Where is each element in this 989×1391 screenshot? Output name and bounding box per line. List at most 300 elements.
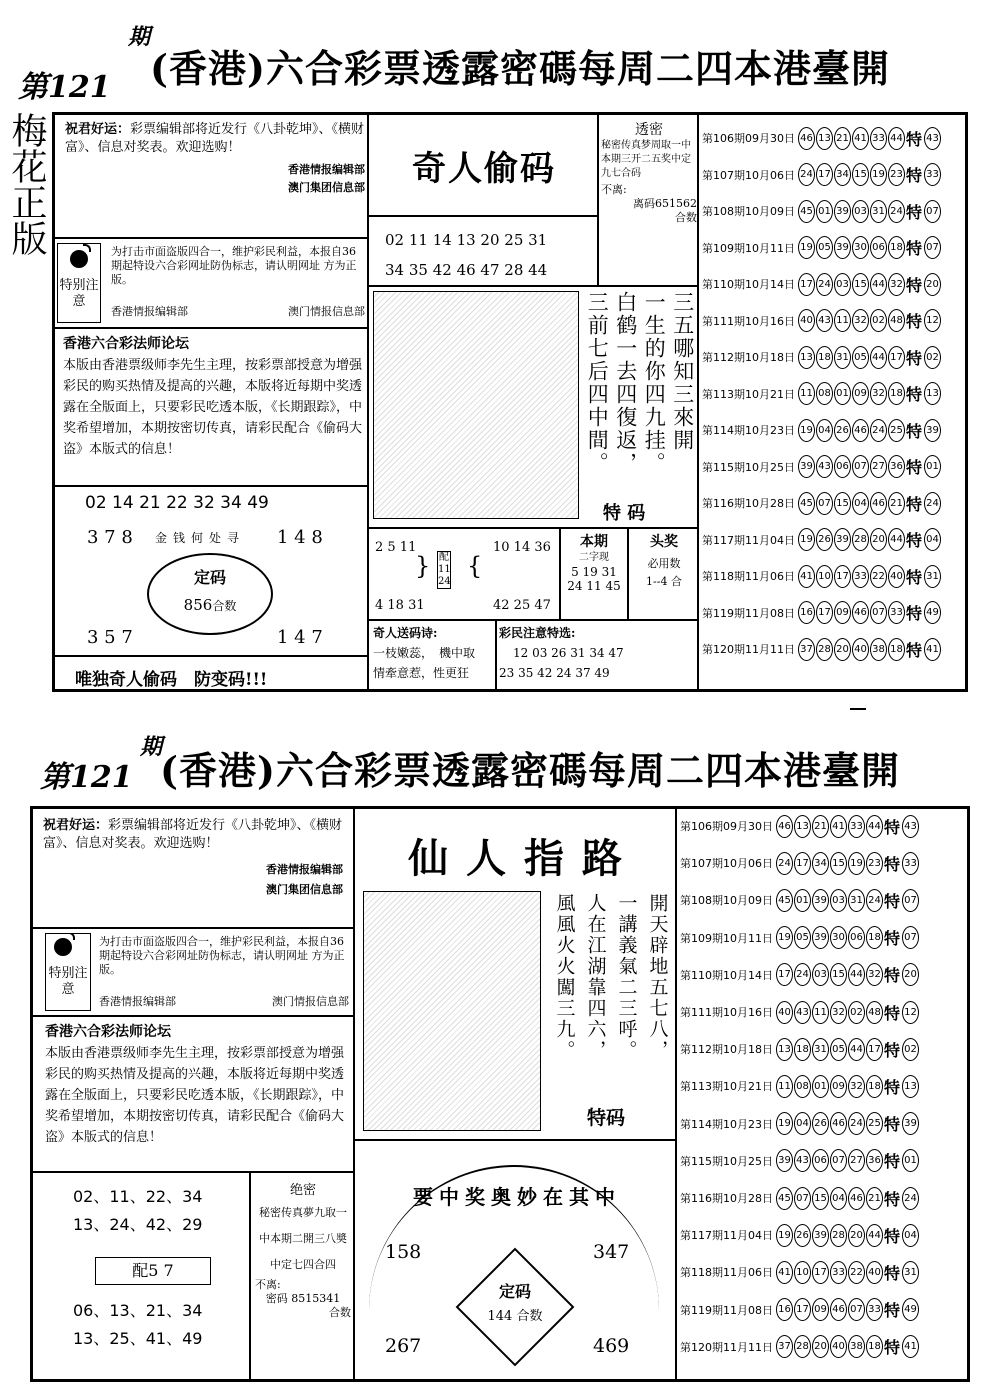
number-ball: 41 bbox=[776, 1261, 793, 1284]
history-period: 第108期10月09日 bbox=[680, 894, 773, 908]
history-period: 第118期11月06日 bbox=[680, 1266, 773, 1280]
number-ball: 04 bbox=[830, 1187, 847, 1210]
number-ball: 20 bbox=[812, 1335, 829, 1358]
number-ball: 44 bbox=[866, 815, 883, 838]
special-label: 特 bbox=[884, 1040, 901, 1060]
number-ball: 48 bbox=[866, 1001, 883, 1024]
number-ball: 24 bbox=[798, 163, 815, 186]
special-ball: 43 bbox=[902, 815, 919, 838]
number-ball: 16 bbox=[776, 1298, 793, 1321]
special-label: 特 bbox=[884, 1263, 901, 1283]
tm-title: 透密 bbox=[635, 122, 663, 138]
number-ball: 40 bbox=[798, 309, 815, 332]
number-ball: 19 bbox=[776, 1112, 793, 1135]
number-ball: 18 bbox=[866, 1075, 883, 1098]
number-ball: 41 bbox=[830, 815, 847, 838]
poem: 三五哪知三來開 一生的你四九挂。 白鹤一去四復返， 三前七后四中間。 bbox=[585, 291, 695, 475]
toujiang: 头奖 必用数 1--4 合 bbox=[646, 534, 682, 588]
number-ball: 28 bbox=[852, 528, 869, 551]
sign-mo: 澳门集团信息部 bbox=[288, 181, 365, 194]
notice-signs: 香港情报编辑部 澳门情报信息部 bbox=[111, 305, 365, 318]
bomb-icon bbox=[70, 250, 88, 268]
special-ball: 49 bbox=[902, 1298, 919, 1321]
special-label: 特 bbox=[906, 458, 923, 477]
special-label: 特 bbox=[884, 1301, 901, 1321]
number-ball: 30 bbox=[830, 926, 847, 949]
number-ball: 20 bbox=[870, 528, 887, 551]
pairs: 2 5 11 4 18 31 } 配11 24 { 10 14 36 42 25 47 bbox=[375, 540, 551, 613]
number-ball: 11 bbox=[812, 1001, 829, 1024]
special-ball: 33 bbox=[902, 852, 919, 875]
history-period: 第111期10月16日 bbox=[702, 314, 795, 328]
number-ball: 04 bbox=[794, 1112, 811, 1135]
number-ball: 26 bbox=[816, 528, 833, 551]
history-period: 第106期09月30日 bbox=[702, 132, 795, 145]
history-period: 第119期11月08日 bbox=[680, 1303, 773, 1317]
special-ball: 20 bbox=[924, 273, 941, 296]
number-ball: 04 bbox=[852, 492, 869, 515]
tm-body: 秘密传真梦周取一中本期三开二五奖中定九七合码 bbox=[601, 140, 691, 179]
history-period: 第107期10月06日 bbox=[680, 857, 773, 871]
number-ball: 20 bbox=[848, 1224, 865, 1247]
mid-title: 奇人偷码 bbox=[412, 149, 556, 189]
history-period: 第116期10月28日 bbox=[702, 497, 795, 510]
special-label: 特 bbox=[906, 348, 923, 368]
number-ball: 45 bbox=[798, 492, 815, 515]
special-ball: 33 bbox=[924, 163, 941, 186]
headline-b: (香港)六合彩票透露密碼每周二四本港臺開 bbox=[160, 748, 900, 793]
number-ball: 13 bbox=[776, 1038, 793, 1061]
number-ball: 41 bbox=[798, 565, 815, 588]
dingma-suffix: 合数 bbox=[212, 599, 237, 613]
dingma-ellipse bbox=[147, 553, 273, 635]
headline: (香港)六合彩票透露密碼每周二四本港臺開 bbox=[150, 46, 890, 91]
dingma-num-b: 144 bbox=[487, 1309, 513, 1324]
special-label: 特 bbox=[906, 129, 923, 149]
number-ball: 24 bbox=[794, 963, 811, 986]
illustration-warrior bbox=[373, 291, 579, 519]
number-ball: 11 bbox=[776, 1075, 793, 1098]
number-ball: 17 bbox=[834, 565, 851, 588]
number-ball: 30 bbox=[852, 236, 869, 259]
number-ball: 44 bbox=[888, 127, 905, 150]
special-ball: 39 bbox=[902, 1112, 919, 1135]
special-ball: 07 bbox=[902, 889, 919, 912]
greeting-b: 祝君好运：彩票编辑部将近发行《八卦乾坤》、《横财富》、信息对奖表。欢迎选购！ 香港情报编辑部 澳门集团信息部 bbox=[43, 818, 343, 896]
history-row bbox=[679, 997, 969, 1027]
number-ball: 24 bbox=[816, 273, 833, 296]
special-label: 特 bbox=[884, 1338, 901, 1358]
greeting bbox=[65, 121, 365, 195]
history-row bbox=[679, 885, 969, 915]
number-ball: 45 bbox=[776, 1187, 793, 1210]
number-ball: 19 bbox=[798, 419, 815, 442]
number-ball: 09 bbox=[834, 601, 851, 624]
special-label: 特 bbox=[884, 1189, 901, 1209]
number-ball: 33 bbox=[888, 601, 905, 624]
special-ball: 24 bbox=[924, 492, 941, 515]
number-ball: 32 bbox=[852, 309, 869, 332]
number-ball: 24 bbox=[866, 889, 883, 912]
number-ball: 44 bbox=[870, 273, 887, 296]
special-ball: 01 bbox=[902, 1149, 919, 1172]
number-ball: 48 bbox=[888, 309, 905, 332]
notice-body-b: 为打击市面盗版四合一，维护彩民利益，本报自36期起特设六合彩网址防伪标志，请认明网址 方为正版。 bbox=[99, 935, 345, 976]
number-ball: 40 bbox=[830, 1335, 847, 1358]
special-label: 特 bbox=[906, 312, 923, 331]
special-ball: 12 bbox=[902, 1001, 919, 1024]
special-label: 特 bbox=[884, 1077, 901, 1097]
poem-b: 開天辟地五七八， 一講義氣二三呼。 人在江湖靠四六， 風風火火闖三九。 bbox=[553, 893, 669, 1061]
number-ball: 22 bbox=[848, 1261, 865, 1284]
number-ball: 15 bbox=[834, 492, 851, 515]
number-ball: 43 bbox=[816, 455, 833, 478]
forum bbox=[63, 333, 363, 460]
nums-line: 02 14 21 22 32 34 49 bbox=[85, 493, 269, 513]
num-top-right-b: 347 bbox=[593, 1241, 630, 1263]
number-ball: 33 bbox=[870, 127, 887, 150]
history-period: 第113期10月21日 bbox=[680, 1080, 773, 1094]
number-ball: 21 bbox=[812, 815, 829, 838]
number-ball: 26 bbox=[812, 1112, 829, 1135]
number-ball: 32 bbox=[870, 382, 887, 405]
num-top-left: 3 7 8 bbox=[87, 527, 133, 548]
number-ball: 16 bbox=[798, 601, 815, 624]
history-row bbox=[679, 1071, 969, 1101]
num-bottom-left: 3 5 7 bbox=[87, 627, 133, 648]
qi-label-b: 期 bbox=[140, 734, 163, 760]
number-ball: 46 bbox=[830, 1112, 847, 1135]
history-row bbox=[679, 1295, 969, 1325]
special-ball: 31 bbox=[902, 1261, 919, 1284]
number-ball: 33 bbox=[830, 1261, 847, 1284]
history-row bbox=[701, 452, 967, 482]
number-ball: 28 bbox=[830, 1224, 847, 1247]
history-row bbox=[701, 598, 967, 628]
group1: 02、11、22、34 13、24、42、29 bbox=[73, 1187, 203, 1234]
number-ball: 22 bbox=[870, 565, 887, 588]
history-table-top bbox=[701, 123, 967, 683]
number-ball: 33 bbox=[848, 815, 865, 838]
history-period: 第114期10月23日 bbox=[680, 1117, 773, 1131]
number-ball: 46 bbox=[852, 419, 869, 442]
number-ball: 38 bbox=[848, 1335, 865, 1358]
number-ball: 07 bbox=[794, 1187, 811, 1210]
number-ball: 21 bbox=[834, 127, 851, 150]
number-ball: 10 bbox=[816, 565, 833, 588]
number-ball: 01 bbox=[794, 889, 811, 912]
number-ball: 28 bbox=[816, 638, 833, 661]
history-period: 第120期11月11日 bbox=[680, 1340, 773, 1354]
number-ball: 17 bbox=[794, 852, 811, 875]
group2: 06、13、21、34 13、25、41、49 bbox=[73, 1301, 203, 1348]
special-ball: 07 bbox=[902, 926, 919, 949]
number-ball: 18 bbox=[888, 638, 905, 661]
number-ball: 46 bbox=[776, 815, 793, 838]
number-ball: 09 bbox=[852, 382, 869, 405]
forum-title: 香港六合彩法师论坛 bbox=[63, 336, 189, 352]
history-period: 第111期10月16日 bbox=[680, 1006, 773, 1019]
slogan: 唯独奇人偷码 防变码!!! bbox=[75, 670, 268, 690]
history-period: 第114期10月23日 bbox=[702, 424, 795, 437]
history-period: 第116期10月28日 bbox=[680, 1192, 773, 1205]
number-ball: 01 bbox=[812, 1075, 829, 1098]
special-ball: 49 bbox=[924, 601, 941, 624]
special-label: 特 bbox=[884, 1152, 901, 1172]
number-ball: 39 bbox=[834, 236, 851, 259]
number-ball: 15 bbox=[830, 963, 847, 986]
history-row bbox=[679, 1034, 969, 1064]
number-ball: 07 bbox=[830, 1149, 847, 1172]
bomb-icon-b bbox=[54, 938, 72, 956]
number-ball: 26 bbox=[794, 1224, 811, 1247]
special-label: 特 bbox=[884, 929, 901, 949]
special-ball: 12 bbox=[924, 309, 941, 332]
number-ball: 11 bbox=[798, 382, 815, 405]
history-row bbox=[679, 848, 969, 878]
number-ball: 19 bbox=[776, 1224, 793, 1247]
number-ball: 40 bbox=[888, 565, 905, 588]
number-ball: 32 bbox=[848, 1075, 865, 1098]
qi-label: 期 bbox=[128, 24, 151, 50]
number-ball: 32 bbox=[866, 963, 883, 986]
number-ball: 46 bbox=[798, 127, 815, 150]
number-ball: 44 bbox=[870, 346, 887, 369]
history-row bbox=[679, 1257, 969, 1287]
mid-title-b: 仙 人 指 路 bbox=[408, 835, 624, 882]
special-ball: 02 bbox=[924, 346, 941, 369]
notice-tag-box-b: 特别注意 bbox=[45, 933, 91, 1011]
number-ball: 40 bbox=[852, 638, 869, 661]
forum-body: 本版由香港票级师李先生主理，按彩票部授意为增强彩民的购买热情及提高的兴趣，本版将近每期中奖透露在全版面上，只要彩民吃透本版，《长期跟踪》，中奖希望增加，本期按密切传真，请彩民配合《偷码大盗》本版式的信息！ bbox=[63, 358, 363, 457]
number-ball: 03 bbox=[830, 889, 847, 912]
num-bottom-left-b: 267 bbox=[385, 1335, 422, 1357]
number-ball: 44 bbox=[888, 528, 905, 551]
number-ball: 24 bbox=[776, 852, 793, 875]
special-label: 特 bbox=[906, 531, 923, 550]
history-period: 第106期09月30日 bbox=[680, 820, 773, 833]
number-ball: 19 bbox=[848, 852, 865, 875]
number-ball: 33 bbox=[866, 1298, 883, 1321]
number-ball: 07 bbox=[852, 455, 869, 478]
history-period: 第112期10月18日 bbox=[702, 351, 795, 364]
special-ball: 43 bbox=[924, 127, 941, 150]
number-ball: 43 bbox=[794, 1001, 811, 1024]
number-ball: 15 bbox=[852, 163, 869, 186]
number-ball: 46 bbox=[848, 1187, 865, 1210]
history-period: 第115期10月25日 bbox=[702, 460, 795, 474]
number-ball: 18 bbox=[816, 346, 833, 369]
number-ball: 08 bbox=[816, 382, 833, 405]
number-ball: 09 bbox=[812, 1298, 829, 1321]
num-bottom-right: 1 4 7 bbox=[277, 627, 323, 648]
special-ball: 07 bbox=[924, 236, 941, 259]
number-ball: 02 bbox=[870, 309, 887, 332]
number-ball: 37 bbox=[776, 1335, 793, 1358]
history-period: 第112期10月18日 bbox=[680, 1043, 773, 1057]
arc-text: 金钱何处寻 bbox=[155, 531, 246, 545]
tm-heshu: 合数 bbox=[675, 211, 697, 224]
mid-numbers: 02 11 14 13 20 25 31 34 35 42 46 47 28 44 bbox=[385, 231, 548, 279]
number-ball: 03 bbox=[834, 273, 851, 296]
mid-title-box bbox=[371, 115, 597, 215]
number-ball: 24 bbox=[848, 1112, 865, 1135]
special-ball: 13 bbox=[924, 382, 941, 405]
special-ball: 24 bbox=[902, 1187, 919, 1210]
notice-signs-b: 香港情报编辑部 澳门情报信息部 bbox=[99, 995, 349, 1008]
num-top-right: 1 4 8 bbox=[277, 527, 323, 548]
special-label: 特 bbox=[906, 421, 923, 441]
history-row bbox=[679, 811, 969, 841]
number-ball: 39 bbox=[834, 200, 851, 223]
special-ball: 20 bbox=[902, 963, 919, 986]
special-label: 特 bbox=[906, 494, 923, 514]
history-row bbox=[701, 634, 967, 664]
number-ball: 06 bbox=[870, 236, 887, 259]
number-ball: 07 bbox=[816, 492, 833, 515]
special-label: 特 bbox=[906, 385, 923, 404]
number-ball: 23 bbox=[866, 852, 883, 875]
number-ball: 24 bbox=[870, 419, 887, 442]
number-ball: 27 bbox=[848, 1149, 865, 1172]
special-ball: 07 bbox=[924, 200, 941, 223]
number-ball: 17 bbox=[812, 1261, 829, 1284]
number-ball: 17 bbox=[794, 1298, 811, 1321]
number-ball: 17 bbox=[798, 273, 815, 296]
number-ball: 05 bbox=[830, 1038, 847, 1061]
special-label: 特 bbox=[906, 604, 923, 623]
number-ball: 39 bbox=[776, 1149, 793, 1172]
special-label: 特 bbox=[884, 966, 901, 986]
special-ball: 41 bbox=[902, 1335, 919, 1358]
number-ball: 43 bbox=[816, 309, 833, 332]
number-ball: 41 bbox=[852, 127, 869, 150]
special-label: 特 bbox=[906, 202, 923, 222]
number-ball: 20 bbox=[834, 638, 851, 661]
number-ball: 45 bbox=[798, 200, 815, 223]
tm-code: 离码651562 bbox=[633, 197, 697, 210]
illustration-rider bbox=[363, 891, 541, 1131]
number-ball: 21 bbox=[888, 492, 905, 515]
num-bottom-right-b: 469 bbox=[593, 1335, 630, 1357]
special-label: 特 bbox=[884, 817, 901, 837]
number-ball: 08 bbox=[794, 1075, 811, 1098]
history-row bbox=[679, 1109, 969, 1139]
history-row bbox=[701, 269, 967, 299]
number-ball: 36 bbox=[888, 455, 905, 478]
history-row bbox=[701, 160, 967, 190]
number-ball: 34 bbox=[812, 852, 829, 875]
number-ball: 46 bbox=[870, 492, 887, 515]
special-label: 特 bbox=[906, 275, 923, 295]
number-ball: 05 bbox=[794, 926, 811, 949]
number-ball: 17 bbox=[816, 163, 833, 186]
notice-tag-box bbox=[57, 243, 101, 323]
number-ball: 37 bbox=[798, 638, 815, 661]
jm-box: 绝密 秘密传真夢九取一中本期二開三八奬中定七四合四 不离: 密码 8515341 合数 bbox=[255, 1183, 351, 1319]
number-ball: 25 bbox=[866, 1112, 883, 1135]
number-ball: 31 bbox=[834, 346, 851, 369]
number-ball: 17 bbox=[888, 346, 905, 369]
number-ball: 19 bbox=[776, 926, 793, 949]
special-label: 特 bbox=[906, 640, 923, 660]
number-ball: 26 bbox=[834, 419, 851, 442]
greeting-body: 彩票编辑部将近发行《八卦乾坤》、《横财富》、信息对奖表。欢迎选购！ bbox=[65, 122, 365, 155]
arc-text-b: 要中奖奥妙在其中 bbox=[413, 1185, 621, 1209]
history-row bbox=[701, 233, 967, 263]
number-ball: 39 bbox=[812, 926, 829, 949]
number-ball: 28 bbox=[794, 1335, 811, 1358]
special-label: 特 bbox=[906, 239, 923, 258]
number-ball: 06 bbox=[812, 1149, 829, 1172]
number-ball: 03 bbox=[812, 963, 829, 986]
history-table-bottom bbox=[679, 805, 969, 1375]
special-label: 特 bbox=[884, 854, 901, 874]
number-ball: 15 bbox=[812, 1187, 829, 1210]
special-ball: 31 bbox=[924, 565, 941, 588]
number-ball: 21 bbox=[866, 1187, 883, 1210]
number-ball: 06 bbox=[848, 926, 865, 949]
number-ball: 13 bbox=[798, 346, 815, 369]
special-label: 特 bbox=[884, 1115, 901, 1135]
top-frame bbox=[52, 112, 968, 692]
history-row bbox=[679, 1183, 969, 1213]
number-ball: 23 bbox=[888, 163, 905, 186]
number-ball: 36 bbox=[866, 1149, 883, 1172]
history-row bbox=[701, 561, 967, 591]
number-ball: 38 bbox=[870, 638, 887, 661]
number-ball: 46 bbox=[830, 1298, 847, 1321]
tm-box bbox=[601, 119, 697, 225]
number-ball: 31 bbox=[848, 889, 865, 912]
special-label: 特 bbox=[906, 166, 923, 185]
number-ball: 27 bbox=[870, 455, 887, 478]
number-ball: 39 bbox=[798, 455, 815, 478]
history-row bbox=[701, 342, 967, 372]
number-ball: 25 bbox=[888, 419, 905, 442]
number-ball: 09 bbox=[830, 1075, 847, 1098]
number-ball: 11 bbox=[834, 309, 851, 332]
tema-label-b: 特码 bbox=[587, 1107, 626, 1129]
history-row bbox=[679, 1220, 969, 1250]
history-period: 第107期10月06日 bbox=[702, 168, 795, 182]
history-period: 第113期10月21日 bbox=[702, 387, 795, 401]
number-ball: 39 bbox=[812, 889, 829, 912]
number-ball: 18 bbox=[794, 1038, 811, 1061]
history-period: 第117期11月04日 bbox=[702, 533, 795, 547]
number-ball: 32 bbox=[830, 1001, 847, 1024]
forum-b: 香港六合彩法师论坛 本版由香港票级师李先生主理，按彩票部授意为增强彩民的购买热情及提高的兴趣，本版将近每期中奖透露在全版面上，只要彩民吃透本版，《长期跟踪》，中奖希望增加，本期按密切传真，请彩民配合《偷码大盗》本版式的信息！ bbox=[45, 1024, 345, 1145]
special-ball: 41 bbox=[924, 638, 941, 661]
number-ball: 01 bbox=[834, 382, 851, 405]
dingma-label: 定码 bbox=[193, 568, 226, 587]
number-ball: 17 bbox=[866, 1038, 883, 1061]
history-period: 第110期10月14日 bbox=[702, 278, 795, 291]
bottom-frame bbox=[30, 806, 970, 1382]
history-period: 第110期10月14日 bbox=[680, 968, 773, 982]
number-ball: 19 bbox=[798, 528, 815, 551]
number-ball: 44 bbox=[848, 963, 865, 986]
number-ball: 05 bbox=[852, 346, 869, 369]
special-label: 特 bbox=[906, 567, 923, 587]
special-ball: 01 bbox=[924, 455, 941, 478]
number-ball: 18 bbox=[888, 236, 905, 259]
special-label: 特 bbox=[884, 891, 901, 911]
notice-body: 为打击市面盗版四合一，维护彩民利益，本报自36期起特设六合彩网址防伪标志，请认明网址 方为正版。 bbox=[111, 245, 357, 286]
history-row bbox=[701, 123, 967, 153]
history-row bbox=[679, 923, 969, 953]
number-ball: 03 bbox=[852, 200, 869, 223]
